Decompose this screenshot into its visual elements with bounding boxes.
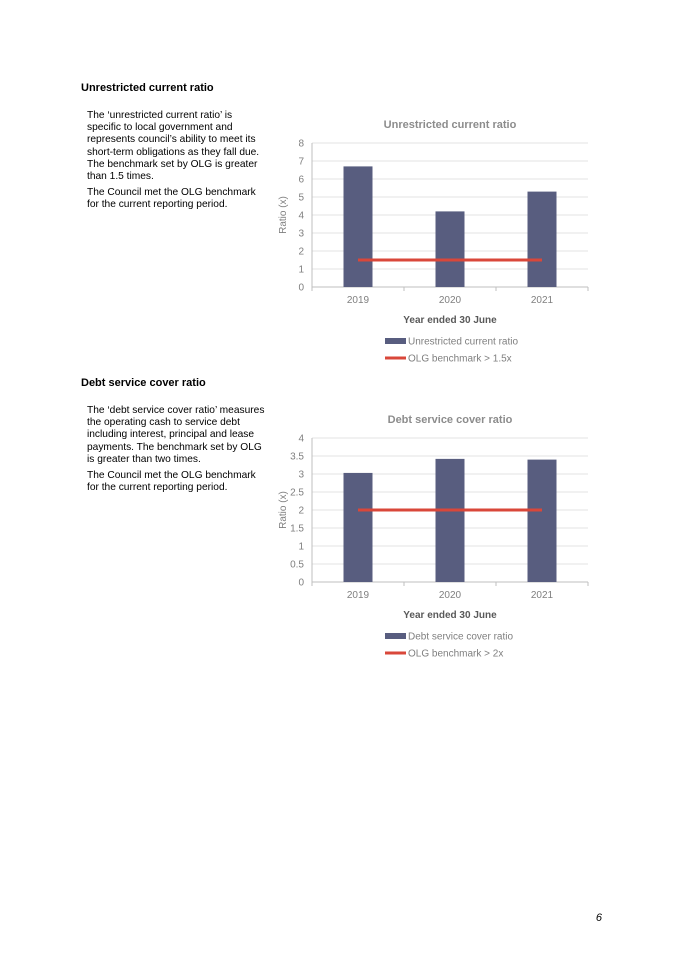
x-tick-label: 2021 (530, 590, 554, 601)
y-tick-label: 0 (298, 282, 304, 294)
x-axis-label: Year ended 30 June (403, 315, 497, 326)
bar (528, 192, 557, 287)
y-tick-label: 7 (298, 156, 304, 168)
legend-label-bar: Debt service cover ratio (408, 631, 514, 643)
y-tick-label: 1 (298, 541, 304, 553)
y-tick-label: 0.5 (290, 559, 304, 571)
y-axis-label: Ratio (x) (278, 196, 289, 234)
section-heading-debt-service-cover-ratio: Debt service cover ratio (81, 377, 206, 389)
description-paragraph: The Council met the OLG benchmark for the current reporting period. (87, 187, 256, 211)
description-paragraph: The Council met the OLG benchmark for the current reporting period. (87, 470, 256, 494)
section-description-debt-service-cover-ratio (87, 405, 267, 498)
y-tick-label: 1.5 (290, 523, 304, 535)
bar (344, 166, 373, 287)
x-tick-label: 2021 (530, 295, 554, 306)
section-description-unrestricted-current-ratio (87, 110, 267, 216)
x-tick-label: 2019 (346, 295, 370, 306)
y-tick-label: 2 (298, 505, 304, 517)
legend-label-bar: Unrestricted current ratio (408, 336, 519, 348)
legend-label-benchmark: OLG benchmark > 1.5x (408, 353, 512, 365)
y-tick-label: 2 (298, 246, 304, 258)
y-axis-label: Ratio (x) (278, 491, 289, 529)
y-tick-label: 1 (298, 264, 304, 276)
y-tick-label: 3.5 (290, 451, 304, 463)
chart-svg (272, 115, 602, 365)
bar (436, 459, 465, 582)
y-tick-label: 3 (298, 228, 304, 240)
page-number: 6 (595, 912, 602, 924)
y-tick-label: 4 (298, 433, 304, 445)
x-tick-label: 2020 (438, 590, 462, 601)
y-tick-label: 5 (298, 192, 304, 204)
chart-title: Debt service cover ratio (387, 414, 513, 426)
chart-svg (272, 410, 602, 660)
y-tick-label: 6 (298, 174, 304, 186)
x-axis-label: Year ended 30 June (403, 610, 497, 621)
section-heading-unrestricted-current-ratio: Unrestricted current ratio (81, 82, 214, 94)
description-paragraph: The ‘debt service cover ratio’ measures the operating cash to service debt including interest, principal and lease payments. The benchmark set by OLG is greater than two times. (87, 405, 265, 465)
description-paragraph: The ‘unrestricted current ratio’ is specific to local government and represents council’s ability to meet its short-term obligations as they fall due. The benchmark set by OLG is greater than 1.5 times. (87, 110, 260, 183)
chart-debt-service-cover-ratio (272, 410, 602, 660)
bar (436, 211, 465, 287)
y-tick-label: 4 (298, 210, 304, 222)
y-tick-label: 3 (298, 469, 304, 481)
y-tick-label: 2.5 (290, 487, 304, 499)
legend-swatch-bar (385, 633, 406, 639)
y-tick-label: 8 (298, 138, 304, 150)
bar (344, 473, 373, 582)
chart-unrestricted-current-ratio (272, 115, 602, 365)
legend-label-benchmark: OLG benchmark > 2x (408, 648, 504, 660)
legend-swatch-bar (385, 338, 406, 344)
chart-title: Unrestricted current ratio (383, 119, 517, 131)
y-tick-label: 0 (298, 577, 304, 589)
x-tick-label: 2019 (346, 590, 370, 601)
x-tick-label: 2020 (438, 295, 462, 306)
bar (528, 460, 557, 582)
